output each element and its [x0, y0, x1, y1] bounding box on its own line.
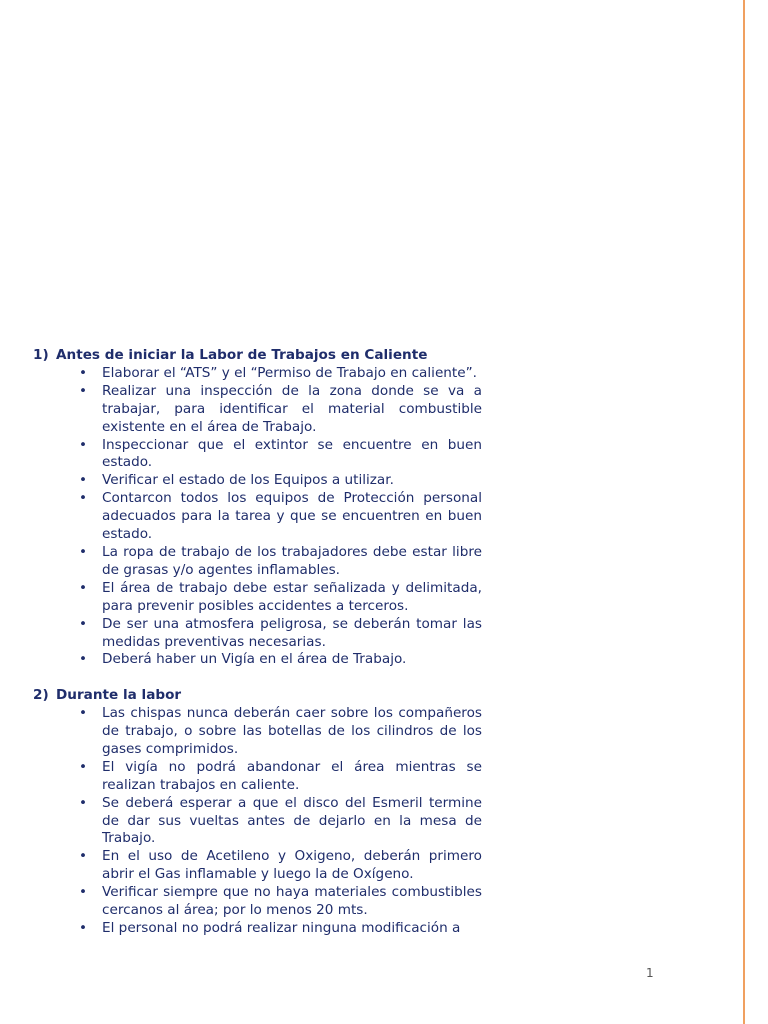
list-item-text: Verificar el estado de los Equipos a utilizar.	[102, 472, 394, 489]
bullet-icon: •	[79, 884, 88, 901]
document-body	[33, 347, 482, 980]
bullet-icon: •	[79, 490, 88, 507]
list-item	[33, 705, 482, 759]
list-item-text: Se deberá esperar a que el disco del Esmeril termine de dar sus vueltas antes de dejarlo en la mesa de Trabajo.	[102, 794, 482, 847]
list-item-text: El personal no podrá realizar ninguna modificación a	[102, 919, 461, 936]
bullet-icon: •	[79, 794, 88, 811]
list-item-text: El vigía no podrá abandonar el área mientras se realizan trabajos en caliente.	[102, 758, 482, 793]
bullet-icon: •	[79, 436, 88, 453]
list-item-text: Elaborar el “ATS” y el “Permiso de Trabajo en caliente”.	[102, 364, 477, 381]
list-item	[33, 490, 482, 544]
bullet-icon: •	[79, 651, 88, 668]
section-number: 2)	[33, 687, 49, 704]
list-item	[33, 616, 482, 652]
section-title: Durante la labor	[56, 687, 182, 704]
section-title: Antes de iniciar la Labor de Trabajos en Caliente	[56, 347, 428, 363]
bullet-list	[33, 365, 482, 669]
section-during-work	[33, 687, 482, 938]
list-item	[33, 848, 482, 884]
list-item-text: El área de trabajo debe estar señalizada y delimitada, para prevenir posibles accidentes a terceros.	[102, 579, 482, 614]
bullet-icon: •	[79, 472, 88, 489]
bullet-icon: •	[79, 579, 88, 596]
bullet-icon: •	[79, 919, 88, 936]
section-heading	[33, 347, 482, 365]
bullet-icon: •	[79, 758, 88, 775]
list-item	[33, 580, 482, 616]
list-item-text: Contarcon todos los equipos de Protección personal adecuados para la tarea y que se encuentren en buen estado.	[102, 490, 482, 543]
bullet-icon: •	[79, 848, 88, 865]
list-item-text: La ropa de trabajo de los trabajadores debe estar libre de grasas y/o agentes inflamables.	[102, 543, 482, 578]
list-item-text: En el uso de Acetileno y Oxigeno, deberán primero abrir el Gas inflamable y luego la de Oxígeno.	[102, 848, 482, 883]
list-item-text: Las chispas nunca deberán caer sobre los compañeros de trabajo, o sobre las botellas de los cilindros de los gases comprimidos.	[102, 705, 482, 757]
bullet-icon: •	[79, 364, 88, 381]
page-margin-rule	[743, 0, 745, 1024]
bullet-icon: •	[79, 543, 88, 560]
bullet-icon: •	[79, 382, 88, 399]
list-item	[33, 795, 482, 849]
section-number: 1)	[33, 347, 49, 363]
list-item-text: De ser una atmosfera peligrosa, se deberán tomar las medidas preventivas necesarias.	[102, 615, 482, 650]
page-number: 1	[646, 966, 654, 980]
list-item-text: Realizar una inspección de la zona donde se va a trabajar, para identificar el material combustible existente en el área de Trabajo.	[102, 382, 482, 435]
list-item	[33, 884, 482, 920]
list-item	[33, 383, 482, 437]
list-item	[33, 365, 482, 383]
list-item	[33, 544, 482, 580]
list-item-text: Inspeccionar que el extintor se encuentre en buen estado.	[102, 436, 482, 471]
section-heading	[33, 687, 482, 705]
list-item	[33, 472, 482, 490]
bullet-icon: •	[79, 705, 88, 722]
bullet-list	[33, 705, 482, 938]
list-item	[33, 920, 482, 938]
list-item-text: Verificar siempre que no haya materiales combustibles cercanos al área; por lo menos 20 mts.	[102, 884, 482, 919]
list-item	[33, 437, 482, 473]
section-before-work	[33, 347, 482, 669]
list-item-text: Deberá haber un Vigía en el área de Trabajo.	[102, 651, 407, 668]
list-item	[33, 759, 482, 795]
bullet-icon: •	[79, 615, 88, 632]
list-item	[33, 651, 482, 669]
